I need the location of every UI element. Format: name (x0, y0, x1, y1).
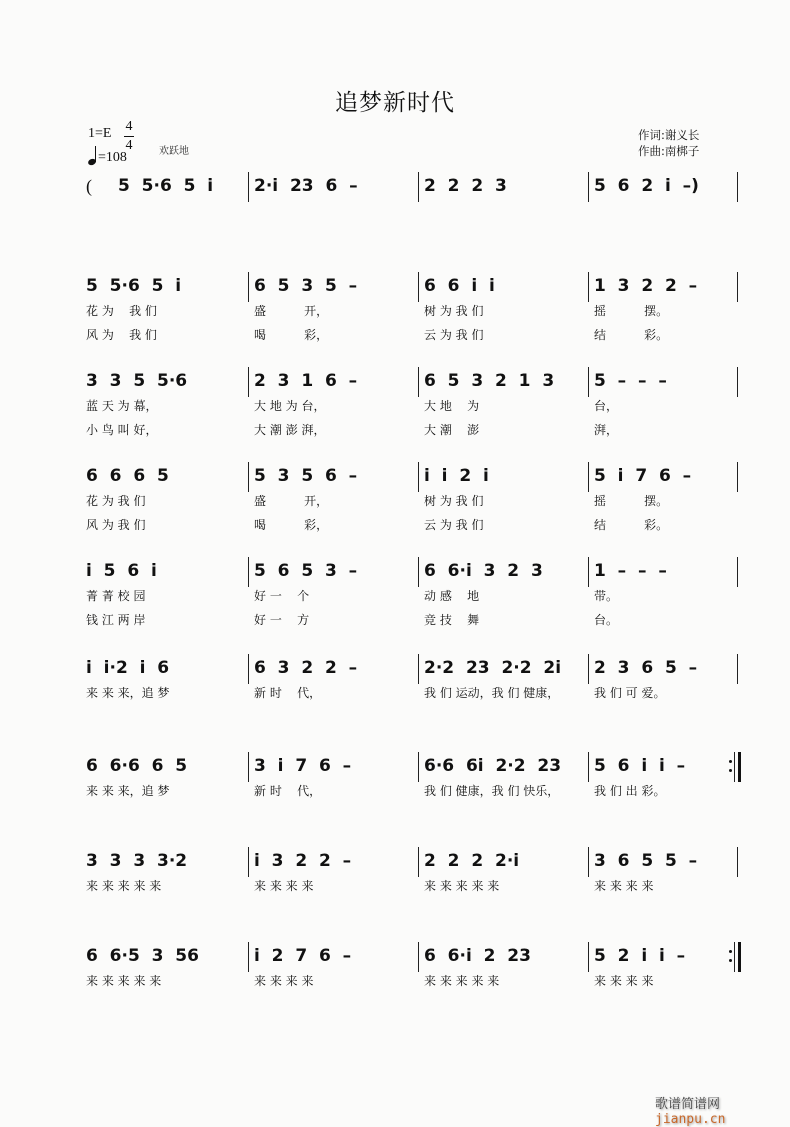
measure: 3 i 7 6 – (254, 756, 352, 776)
barline (588, 752, 589, 782)
measure: 6 6·i 2 23 (424, 946, 531, 966)
tempo-value: =108 (98, 150, 127, 165)
lyric-text: 竞 技 舞 (424, 613, 480, 627)
barline (248, 557, 249, 587)
score-system (0, 946, 790, 1030)
lyric-text: 来 来 来，追 梦 (86, 686, 170, 700)
lyric-text: 盛 开， (254, 494, 329, 508)
barline (588, 557, 589, 587)
watermark (655, 1093, 790, 1127)
barline (248, 172, 249, 202)
lyric-text: 我 们 出 彩。 (594, 784, 666, 798)
barline (418, 752, 419, 782)
lyric-text: 来 来 来 来 来 (424, 879, 500, 893)
lyric-text: 来 来 来 来 (594, 879, 654, 893)
lyric-text: 大 潮 澎 湃， (254, 423, 326, 437)
tempo-marking (88, 150, 127, 166)
watermark-url: jianpu.cn (655, 1112, 726, 1127)
barline (737, 172, 738, 202)
measure: 2·2 23 2·2 2i (424, 658, 562, 678)
measure: 2·i 23 6 – (254, 176, 358, 196)
measure: 5 2 i i – (594, 946, 686, 966)
score-system (0, 851, 790, 935)
score-system (0, 276, 790, 360)
time-signature-top: 4 (125, 119, 133, 134)
watermark-site-name: 歌谱简谱网 (655, 1097, 721, 1112)
barline (588, 172, 589, 202)
measure: 1 3 2 2 – (594, 276, 698, 296)
lyric-text: 摇 摆。 (594, 304, 669, 318)
lyric-text: 钱 江 两 岸 (86, 613, 146, 627)
lyric-text: 花 为 我 们 (86, 304, 157, 318)
lyric-text: 云 为 我 们 (424, 518, 484, 532)
barline (588, 942, 589, 972)
lyric-text: 来 来 来 来 来 (86, 879, 162, 893)
lyric-text: 风 为 我 们 (86, 328, 157, 342)
barline (737, 462, 738, 492)
lyric-text: 我 们 健康，我 们 快乐， (424, 784, 560, 798)
barline (248, 752, 249, 782)
lyric-text: 菁 菁 校 园 (86, 589, 146, 603)
lyric-text: 台， (594, 399, 619, 413)
lyric-text: 来 来 来 来 (254, 974, 314, 988)
lyricist: 作词:谢义长 (638, 128, 700, 142)
lyric-text: 蓝 天 为 幕， (86, 399, 158, 413)
measure: 6 6·6 6 5 (86, 756, 188, 776)
barline (418, 367, 419, 397)
barline (588, 654, 589, 684)
lyric-text: 小 鸟 叫 好， (86, 423, 158, 437)
barline (588, 847, 589, 877)
measure: 2 3 1 6 – (254, 371, 358, 391)
measure: 6·6 6i 2·2 23 (424, 756, 562, 776)
barline (737, 367, 738, 397)
expression-marking: 欢跃地 (159, 146, 189, 157)
score-system (0, 176, 790, 260)
measure: 6 6 i i (424, 276, 495, 296)
lyric-text: 大 潮 澎 (424, 423, 480, 437)
barline (418, 942, 419, 972)
measure: 3 6 5 5 – (594, 851, 698, 871)
measure: 6 6·i 3 2 3 (424, 561, 543, 581)
measure: 2 2 2 2·i (424, 851, 520, 871)
quarter-note-icon (88, 150, 98, 166)
measure: 3 3 5 5·6 (86, 371, 188, 391)
lyric-text: 来 来 来 来 来 (424, 974, 500, 988)
measure: 6 3 2 2 – (254, 658, 358, 678)
measure: 6 5 3 5 – (254, 276, 358, 296)
barline (248, 272, 249, 302)
lyric-text: 喝 彩， (254, 328, 329, 342)
measure: 6 6·5 3 56 (86, 946, 199, 966)
lyric-text: 我 们 运动，我 们 健康， (424, 686, 560, 700)
lyric-text: 来 来 来，追 梦 (86, 784, 170, 798)
lyric-text: 动 感 地 (424, 589, 480, 603)
score-system (0, 756, 790, 840)
lyric-text: 好 一 个 (254, 589, 310, 603)
lyric-text: 湃， (594, 423, 619, 437)
measure: 5 6 5 3 – (254, 561, 358, 581)
measure: i i 2 i (424, 466, 489, 486)
lyric-text: 来 来 来 来 来 (86, 974, 162, 988)
lyric-text: 来 来 来 来 (254, 879, 314, 893)
barline (418, 462, 419, 492)
measure: 5 6 2 i –) (594, 176, 699, 196)
key-signature: 1=E (88, 126, 112, 141)
lyric-text: 树 为 我 们 (424, 304, 484, 318)
measure: 5 5·6 5 i (86, 276, 182, 296)
lyric-text: 云 为 我 们 (424, 328, 484, 342)
measure: 5 – – – (594, 371, 667, 391)
lyric-text: 新 时 代， (254, 784, 322, 798)
score-system (0, 658, 790, 742)
lyric-text: 喝 彩， (254, 518, 329, 532)
barline (588, 462, 589, 492)
measure: 5 5·6 5 i (118, 176, 214, 196)
score-system (0, 466, 790, 550)
composer: 作曲:南梆子 (638, 144, 700, 158)
measure: 6 6 6 5 (86, 466, 169, 486)
lyric-text: 好 一 方 (254, 613, 310, 627)
measure: i 5 6 i (86, 561, 157, 581)
measure: 5 3 5 6 – (254, 466, 358, 486)
measure: 3 3 3 3·2 (86, 851, 188, 871)
lyric-text: 结 彩。 (594, 518, 669, 532)
time-signature (124, 119, 134, 154)
intro-open-paren: ( (86, 176, 92, 196)
barline (588, 272, 589, 302)
measure: 2 2 2 3 (424, 176, 507, 196)
measure: 6 5 3 2 1 3 (424, 371, 555, 391)
time-signature-bottom: 4 (125, 138, 133, 153)
barline (248, 654, 249, 684)
barline (248, 367, 249, 397)
measure: 2 3 6 5 – (594, 658, 698, 678)
lyric-text: 来 来 来 来 (594, 974, 654, 988)
lyric-text: 大 地 为 (424, 399, 480, 413)
score-system (0, 371, 790, 455)
barline (737, 272, 738, 302)
credits (638, 127, 699, 159)
measure: 5 6 i i – (594, 756, 686, 776)
barline (248, 462, 249, 492)
barline (248, 942, 249, 972)
barline (248, 847, 249, 877)
barline (418, 172, 419, 202)
barline (737, 654, 738, 684)
barline (418, 272, 419, 302)
lyric-text: 台。 (594, 613, 619, 627)
barline (737, 557, 738, 587)
measure: 5 i 7 6 – (594, 466, 692, 486)
measure: 1 – – – (594, 561, 667, 581)
lyric-text: 风 为 我 们 (86, 518, 146, 532)
lyric-text: 带。 (594, 589, 619, 603)
lyric-text: 新 时 代， (254, 686, 322, 700)
lyric-text: 摇 摆。 (594, 494, 669, 508)
barline (418, 557, 419, 587)
barline (418, 654, 419, 684)
barline (418, 847, 419, 877)
measure: i 3 2 2 – (254, 851, 352, 871)
lyric-text: 结 彩。 (594, 328, 669, 342)
lyric-text: 树 为 我 们 (424, 494, 484, 508)
barline (588, 367, 589, 397)
lyric-text: 大 地 为 台， (254, 399, 326, 413)
measure: i 2 7 6 – (254, 946, 352, 966)
song-title: 追梦新时代 (335, 90, 455, 116)
measure: i i·2 i 6 (86, 658, 170, 678)
lyric-text: 花 为 我 们 (86, 494, 146, 508)
lyric-text: 我 们 可 爱。 (594, 686, 666, 700)
score-system (0, 561, 790, 645)
barline (737, 847, 738, 877)
lyric-text: 盛 开， (254, 304, 329, 318)
